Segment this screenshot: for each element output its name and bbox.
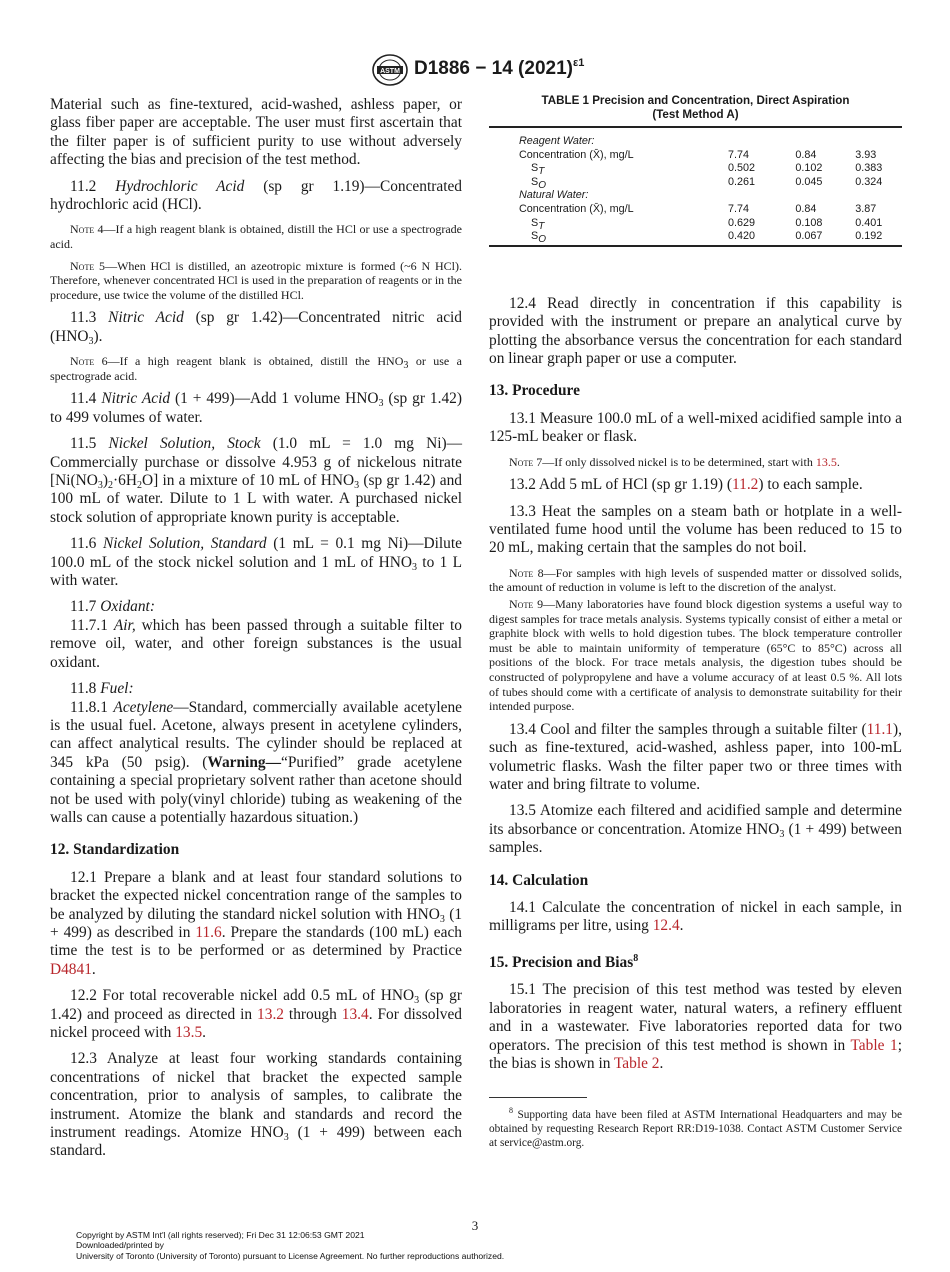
table-cell-label: $S_O$	[531, 230, 546, 246]
section-13-1: 13.1 Measure 100.0 mL of a well-mixed acidified sample into a 125-mL beaker or flask.	[489, 409, 902, 446]
section-13-2: 13.2 Add 5 mL of HCl (sp gr 1.19) (11.2) to each sample.	[509, 476, 863, 494]
paragraph-filter-material: Material such as fine-textured, acid-washed, ashless paper, or glass fiber paper are acceptable. The user must first ascertain that the filter paper is of sufficient purity to use without adversely affecting the bias and precision of the test method.	[50, 96, 462, 169]
table-cell-value: 0.383	[855, 162, 883, 175]
section-11-2: 11.2 Hydrochloric Acid (sp gr 1.19)—Concentrated hydrochloric acid (HCl).	[50, 177, 462, 214]
table-cell-value: 3.87	[855, 202, 877, 215]
table-cell-label: Natural Water:	[519, 189, 589, 202]
astm-logo-text: ASTM	[380, 68, 400, 75]
section-13-heading: 13. Procedure	[489, 382, 580, 400]
section-11-8: 11.8 Fuel:	[70, 680, 134, 698]
table-cell-value: 0.261	[727, 175, 755, 188]
table-1-title: TABLE 1 Precision and Concentration, Direct Aspiration (Test Method A)	[541, 94, 850, 121]
table-cell-label: Concentration (X̄), mg/L	[519, 202, 634, 215]
link-11-6[interactable]: 11.6	[195, 923, 222, 941]
note-7: Note 7—If only dissolved nickel is to be determined, start with 13.5.	[509, 454, 840, 469]
section-12-heading: 12. Standardization	[50, 841, 180, 859]
section-11-4: 11.4 Nitric Acid (1 + 499)—Add 1 volume $HNO_3$ (sp gr 1.42) to 499 volumes of water.	[50, 390, 462, 426]
table-row	[489, 162, 902, 176]
section-13-4: 13.4 Cool and filter the samples through a suitable filter (11.1), such as fine-textured, acid-washed, ashless paper, into 100-mL volumetric flasks. Wash the filter paper two or three times with water and bring filtrate to volume.	[489, 720, 902, 793]
table-cell-value: 7.74	[727, 202, 749, 215]
table-row	[489, 189, 902, 203]
table-cell-label: Concentration (X̄), mg/L	[519, 148, 634, 161]
section-14-heading: 14. Calculation	[489, 871, 589, 889]
table-cell-value: 0.067	[795, 230, 823, 243]
table-cell-value: 3.93	[855, 148, 877, 161]
table-cell-value	[795, 127, 855, 149]
table-row	[489, 230, 902, 246]
link-12-4[interactable]: 12.4	[652, 917, 680, 935]
link-13-4[interactable]: 13.4	[341, 1005, 369, 1023]
section-13-5: 13.5 Atomize each filtered and acidified sample and determine its absorbance or concentration. Atomize $HNO_3$ (1 + 499) between samples.	[489, 802, 902, 857]
table-cell-value: 0.502	[727, 162, 755, 175]
table-cell-value: 0.629	[727, 216, 755, 229]
section-12-4: 12.4 Read directly in concentration if this capability is provided with the instrument or prepare an analytical curve by plotting the absorbance versus the concentration for each standard on linear graph paper or use a computer.	[489, 294, 902, 367]
section-12-2: 12.2 For total recoverable nickel add 0.5 mL of $HNO_3$ (sp gr 1.42) and proceed as directed in 13.2 through 13.4. For dissolved nickel proceed with 13.5.	[50, 987, 462, 1041]
table-cell-value: 0.401	[855, 216, 883, 229]
right-column	[489, 94, 902, 1158]
section-11-3: 11.3 Nitric Acid (sp gr 1.42)—Concentrated nitric acid $(HNO_3)$.	[50, 309, 463, 347]
table-cell-value: 0.420	[727, 230, 755, 243]
note-6: Note 6—If a high reagent blank is obtained, distill the $HNO_3$ or use a spectrograde acid.	[50, 354, 462, 383]
table-cell-value	[728, 127, 795, 149]
table-row	[489, 176, 902, 190]
note-4: Note 4—If a high reagent blank is obtained, distill the HCl or use a spectrograde acid.	[50, 222, 463, 252]
table-cell-value: 0.192	[855, 230, 883, 243]
table-cell-value: 0.84	[795, 202, 817, 215]
section-15-heading: 15. Precision and Bias$^8$	[489, 952, 639, 971]
section-15-1: 15.1 The precision of this test method was tested by eleven laboratories in reagent water, natural waters, a refinery effluent and in a wastewater. Five laboratories reported data for two operators. The precision of this test method is shown in Table 1; the bias is shown in Table 2.	[489, 981, 902, 1072]
table-row	[489, 127, 902, 149]
table-cell-value: 7.74	[727, 148, 749, 161]
epsilon-superscript: ε1	[572, 57, 585, 69]
table-cell-value	[728, 189, 795, 203]
link-table-2[interactable]: Table 2	[613, 1054, 660, 1072]
section-11-6: 11.6 Nickel Solution, Standard (1 mL = 0.1 mg Ni)—Dilute 100.0 mL of the stock nickel solution and 1 mL of $HNO_3$ to 1 L with water.	[50, 535, 462, 590]
note-8: Note 8—For samples with high levels of suspended matter or dissolved solids, the amount of reduction in volume is left to the discretion of the analyst.	[489, 565, 903, 595]
link-11-1[interactable]: 11.1	[866, 720, 894, 738]
copyright-notice: Copyright by ASTM Int'l (all rights reserved); Fri Dec 31 12:06:53 GMT 2021 Downloaded/printed by University of Toronto (University of Toronto) pursuant to License Agreement. No further reproductions authorized.	[76, 1230, 505, 1261]
document-designation: D1886 − 14 $(2021)^{\varepsilon 1}$	[414, 57, 585, 79]
table-cell-label: $S_T$	[531, 216, 545, 232]
note-5: Note 5—When HCl is distilled, an azeotropic mixture is formed (~6 N HCl). Therefore, whenever concentrated HCl is used in the preparation of reagents or in the procedure, use twice the volume of the distilled HCl.	[50, 258, 462, 302]
table-cell-value	[855, 127, 902, 149]
section-12-1: 12.1 Prepare a blank and at least four standard solutions to bracket the expected nickel concentration range of the samples to be analyzed by diluting the standard nickel solution with $HNO_3$ (1 + 499) as described in 11.6. Prepare the standards (100 mL) each time the test is to be performed or as determined by Practice D4841.	[50, 868, 463, 978]
table-cell-label: $S_T$	[531, 162, 545, 178]
link-13-5[interactable]: 13.5	[175, 1024, 203, 1041]
left-column	[50, 96, 462, 1169]
table-1-precision	[489, 126, 902, 247]
table-row	[489, 217, 902, 231]
link-d4841[interactable]: D4841	[50, 960, 92, 978]
link-11-2[interactable]: 11.2	[732, 476, 759, 494]
section-13-3: 13.3 Heat the samples on a steam bath or hotplate in a well-ventilated fume hood until the volume has been reduced to 15 to 20 mL, making certain that the samples do not boil.	[489, 502, 902, 557]
table-cell-value: 0.108	[795, 216, 823, 229]
section-14-1: 14.1 Calculate the concentration of nickel in each sample, in milligrams per litre, using 12.4.	[489, 899, 902, 935]
table-row	[489, 149, 902, 163]
table-cell-value: 0.045	[795, 175, 823, 188]
link-table-1[interactable]: Table 1	[850, 1036, 898, 1054]
footnote-8: $^8$ Supporting data have been filed at ASTM International Headquarters and may be obtained by requesting Research Report RR:D19-1038. Contact ASTM Customer Service at service@astm.org.	[489, 1106, 902, 1150]
table-cell-value: 0.102	[795, 162, 823, 175]
footnote-ref-8: 8	[633, 952, 639, 964]
page-header	[0, 54, 950, 88]
section-11-7: 11.7 Oxidant:	[70, 598, 155, 616]
table-cell-value: 0.324	[855, 175, 883, 188]
table-cell-value	[855, 189, 902, 203]
page-number: 3	[471, 1218, 479, 1233]
section-12-3: 12.3 Analyze at least four working standards containing concentrations of nickel that bracket the expected sample concentration, prior to analysis of samples, to calibrate the instrument. Atomize the blank and standards and record the instrument readings. Atomize $HNO_3$ (1 + 499) between each standard.	[50, 1050, 462, 1160]
table-cell-value	[795, 189, 855, 203]
table-cell-value: 0.84	[795, 148, 817, 161]
link-13-2[interactable]: 13.2	[257, 1005, 284, 1023]
note-9: Note 9—Many laboratories have found block digestion systems a useful way to digest samples for trace metals analysis. Systems typically consist of either a metal or graphite block with wells to hold digestion tubes. The block temperature controller must be able to maintain uniformity of temperature (65°C to 85°C) across all positions of the block. For trace metals analysis, the digestion tubes should be constructed of polypropylene and have a volume accuracy of at least 0.5 %. All lots of tubes should come with a certificate of analysis to demonstrate suitability for their intended purpose.	[489, 597, 903, 714]
table-cell-label: Reagent Water:	[519, 135, 595, 147]
astm-logo-icon	[372, 54, 408, 86]
table-row	[489, 203, 902, 217]
table-cell-label: $S_O$	[531, 175, 546, 191]
section-11-7-1: 11.7.1 Air, which has been passed through a suitable filter to remove oil, water, and other foreign substances is the usual oxidant.	[50, 616, 462, 671]
footnote-divider	[489, 1097, 587, 1098]
link-13-5-note[interactable]: 13.5	[815, 454, 837, 469]
section-11-5: 11.5 Nickel Solution, Stock (1.0 mL = 1.0 mg Ni)—Commercially purchase or dissolve 4.953 g of nickelous nitrate $[Ni(NO_3)_2\cdot 6H_2O]$ in a mixture of 10 mL of $HNO_3$ (sp gr 1.42) and 100 mL of water. Dilute to 1 L with water. A purchased nickel stock solution of appropriate known purity is acceptable.	[50, 435, 462, 526]
section-11-8-1: 11.8.1 Acetylene—Standard, commercially available acetylene is the usual fuel. Acetone, always present in acetylene cylinders, can affect analytical results. The cylinder should be replaced at 345 kPa (50 psig). (Warning—“Purified” grade acetylene containing a special proprietary solvent rather than acetone should not be used with poly(vinyl chloride) tubing as weakening of the walls can cause a potentially hazardous situation.)	[50, 698, 462, 826]
